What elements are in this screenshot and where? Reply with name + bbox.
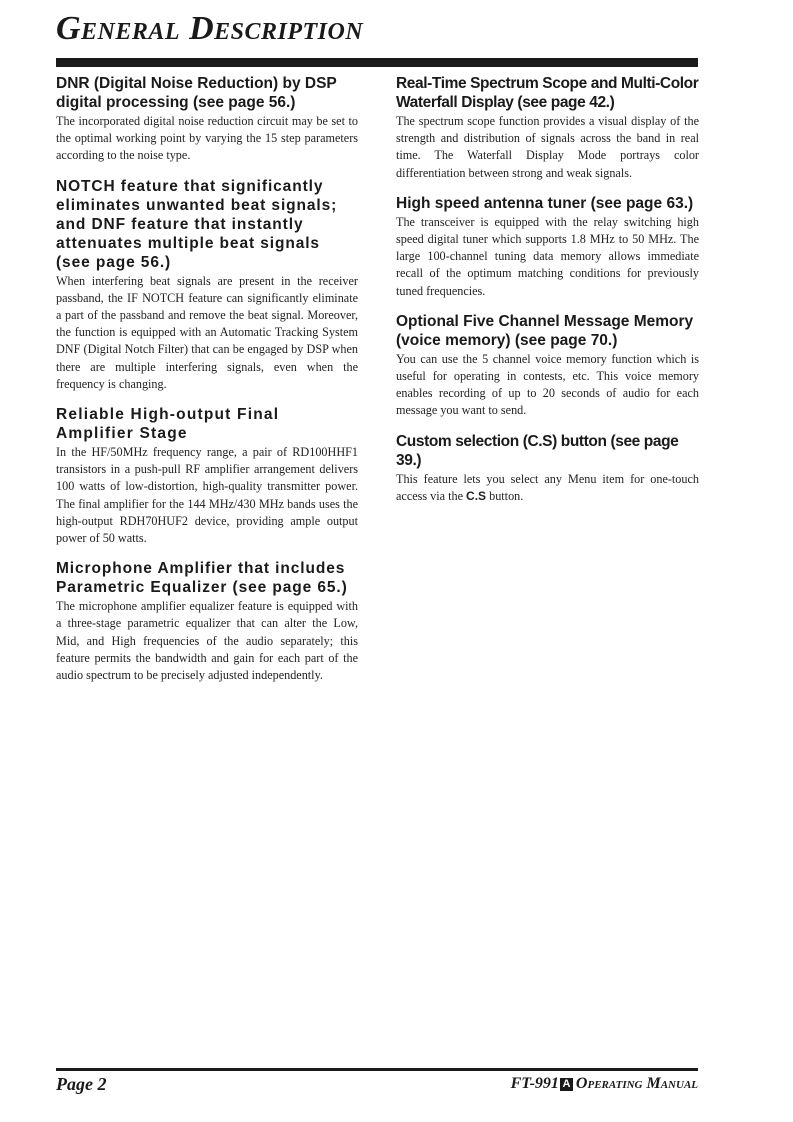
- section-heading: Reliable High-output Final Amplifier Stage: [56, 406, 280, 443]
- section-dnr: [56, 74, 358, 165]
- section-body: The microphone amplifier equalizer feature is equipped with a three-stage parametric equalizer that can alter the Low, Mid, and High frequencies of the audio separately; this feature permits the bandwidth and gain for each part of the audio spectrum to be precisely adjusted independently.: [56, 599, 358, 683]
- body-text: This feature lets you select any Menu item for one-touch access via the: [396, 471, 699, 503]
- section-body: When interfering beat signals are present in the receiver passband, the IF NOTCH feature can significantly eliminate a part of the passband and remove the beat signal. Moreover, the function is equipped with an Automatic Tracking System DNF (Digital Notch Filter) that can be engaged by DSP when there are multiple interfering signals, even when the frequency is changing.: [56, 273, 358, 391]
- section-heading: DNR (Digital Noise Reduction) by DSP digital processing (see page 56.): [56, 75, 337, 111]
- section-spectrum: [396, 74, 699, 182]
- section-heading: NOTCH feature that significantly eliminates unwanted beat signals; and DNF feature that instantly attenuates multiple beat signals (see page 56.): [56, 177, 338, 271]
- section-heading: Optional Five Channel Message Memory (voice memory) (see page 70.): [396, 312, 694, 349]
- title-bar: [56, 58, 698, 67]
- manual-name: Operating Manual: [575, 1075, 698, 1092]
- page-number: Page 2: [56, 1074, 107, 1094]
- section-heading: Real-Time Spectrum Scope and Multi-Color Waterfall Display (see page 42.): [396, 75, 699, 111]
- footer-rule: [56, 1068, 698, 1071]
- section-body: [396, 471, 699, 505]
- page-title: General Description: [56, 10, 364, 47]
- section-body: The transceiver is equipped with the relay switching high speed digital tuner which supports 1.8 MHz to 50 MHz. The large 100-channel tuning data memory allows immediate recall of the optimum matching conditions for previously tuned frequencies.: [396, 214, 699, 298]
- cs-button-label: C.S: [466, 488, 487, 503]
- section-body: The spectrum scope function provides a visual display of the strength and distribution of signals across the band in real time. The Waterfall Display Mode portrays color differentiation between strong and weak signals.: [396, 114, 699, 180]
- section-voice-memory: [396, 312, 699, 420]
- body-text: button.: [489, 488, 524, 503]
- section-heading: High speed antenna tuner (see page 63.): [396, 194, 694, 212]
- section-body: In the HF/50MHz frequency range, a pair of RD100HHF1 transistors in a push-pull RF amplifier arrangement delivers 100 watts of low-distortion, high-quality transmitter power. The final amplifier for the 144 MHz/430 MHz bands uses the high-output RDH70HUF2 device, providing ample output power of 50 watts.: [56, 445, 358, 546]
- section-notch: [56, 177, 358, 393]
- section-tuner: [396, 194, 699, 300]
- footer-manual-title: [511, 1075, 698, 1093]
- section-heading: Custom selection (C.S) button (see page 39.): [396, 432, 679, 469]
- model-badge: A: [560, 1078, 573, 1091]
- section-body: The incorporated digital noise reduction circuit may be set to the optimal working point by varying the 15 step parameters according to the noise type.: [56, 114, 358, 163]
- section-custom-selection: [396, 432, 699, 505]
- model-name: FT-991: [510, 1075, 559, 1092]
- section-amplifier: [56, 405, 358, 547]
- right-column: [396, 74, 699, 517]
- section-microphone: [56, 559, 358, 684]
- section-body: You can use the 5 channel voice memory function which is useful for operating in contests, etc. This voice memory enables recording of up to 20 seconds of audio for each message you want to send.: [396, 351, 699, 418]
- left-column: [56, 74, 358, 696]
- section-heading: Microphone Amplifier that includes Parametric Equalizer (see page 65.): [56, 560, 348, 597]
